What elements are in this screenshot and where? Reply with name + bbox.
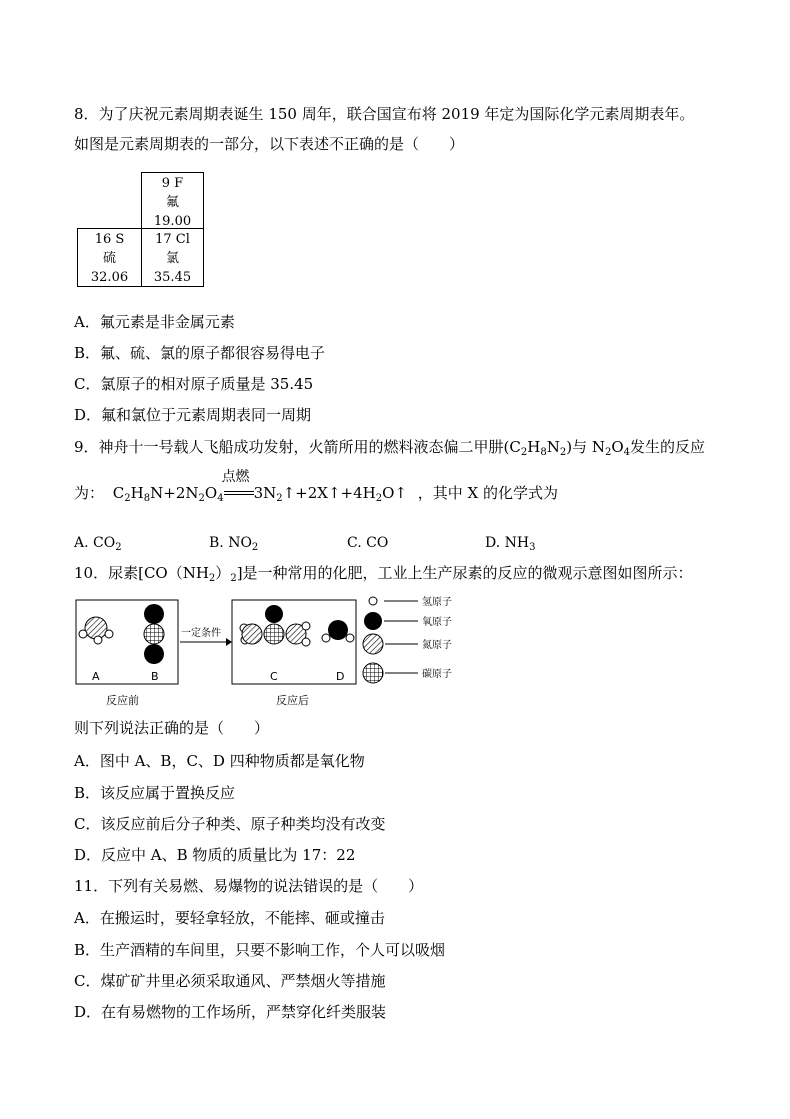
q11-option-a: A．在搬运时，要轻拿轻放，不能摔、砸或撞击 [74, 909, 385, 927]
label-c: C [270, 670, 278, 683]
legend-nitrogen [363, 634, 452, 654]
molecule-a [79, 617, 113, 644]
svg-text:氧原子: 氧原子 [422, 617, 452, 628]
element-mass: 19.00 [153, 214, 192, 229]
label-a: A [92, 670, 100, 683]
svg-text:氢原子: 氢原子 [422, 597, 452, 608]
label-d: D [336, 670, 345, 683]
q11-option-d: D．在有易燃物的工作场所，严禁穿化纤类服装 [74, 1003, 387, 1021]
svg-text:碳原子: 碳原子 [422, 669, 452, 680]
element-name: 氟 [165, 195, 179, 210]
molecule-d [322, 620, 354, 642]
element-number-symbol: 17 Cl [155, 232, 190, 247]
after-caption: 反应后 [276, 694, 309, 707]
q10-option-a: A．图中 A、B，C、D 四种物质都是氧化物 [74, 752, 365, 770]
label-b: B [151, 670, 159, 683]
legend-carbon [363, 663, 452, 683]
q10-stem-line1: 10．尿素$[CO(NH_2)_2]$是一种常用的化肥，工业上生产尿素的反应的微观示意图如图所示： [74, 564, 693, 584]
q10-option-c: C．该反应前后分子种类、原子种类均没有改变 [74, 815, 386, 833]
element-cell-sulfur [77, 228, 142, 287]
q10-option-b: B．该反应属于置换反应 [74, 784, 236, 802]
reaction-condition-arrow: 点燃 [224, 483, 254, 503]
reaction-microscopic-diagram [74, 592, 474, 716]
element-number-symbol: 16 S [94, 232, 125, 247]
q9-equation-line: 为： $C_2H_8N+2N_2O_4$ 点燃 $3N_2↑+2X↑+4H_2O↑$ ，其中 X 的化学式为 [74, 469, 558, 504]
q9-option-d: D. $NH_3$ [485, 535, 536, 553]
q8-stem-line1: 8．为了庆祝元素周期表诞生 150 周年，联合国宣布将 2019 年定为国际化学元素周期表年。 [74, 105, 695, 123]
q10-option-d: D．反应中 A、B 物质的质量比为 17：22 [74, 846, 356, 864]
element-mass: 35.45 [153, 270, 192, 285]
q9-option-b: B. $NO_2$ [209, 535, 259, 553]
q11-option-c: C．煤矿矿井里必须采取通风、严禁烟火等措施 [74, 972, 386, 990]
legend-hydrogen [369, 595, 452, 608]
q9-option-a: A. $CO_2$ [74, 535, 122, 553]
q8-option-d: D．氟和氯位于元素周期表同一周期 [74, 406, 312, 424]
q8-option-c: C．氯原子的相对原子质量是 35.45 [74, 375, 314, 393]
q10-stem-line2: 则下列说法正确的是（ ） [74, 719, 270, 737]
legend-oxygen [364, 612, 452, 630]
q8-option-b: B．氟、硫、氯的原子都很容易得电子 [74, 344, 326, 362]
element-cell-chlorine [141, 228, 204, 287]
element-mass: 32.06 [90, 270, 129, 285]
q11-stem: 11．下列有关易燃、易爆物的说法错误的是（ ） [74, 877, 424, 895]
chemical-equation: $C_2H_8N+2N_2O_4$ 点燃 $3N_2↑+2X↑+4H_2O↑$ [112, 469, 407, 504]
element-name: 氯 [165, 251, 179, 266]
q8-stem-line2: 如图是元素周期表的一部分，以下表述不正确的是（ ） [74, 135, 465, 153]
before-caption: 反应前 [106, 694, 139, 707]
q9-stem-line1: 9．神舟十一号载人飞船成功发射，火箭所用的燃料液态偏二甲肼$(C_2H_8N_2)$与 $N_2O_4$发生的反应 [74, 438, 706, 458]
element-cell-fluorine [141, 172, 204, 229]
molecule-b [144, 604, 164, 664]
molecule-c [240, 605, 310, 646]
arrow-condition-text: 一定条件 [181, 628, 221, 639]
q11-option-b: B．生产酒精的车间里，只要不影响工作，个人可以吸烟 [74, 941, 446, 959]
q8-option-a: A．氟元素是非金属元素 [74, 313, 235, 331]
q9-option-c: C. CO [347, 535, 389, 551]
element-number-symbol: 9 F [161, 176, 184, 191]
svg-text:氮原子: 氮原子 [422, 640, 452, 651]
element-name: 硫 [102, 251, 116, 266]
